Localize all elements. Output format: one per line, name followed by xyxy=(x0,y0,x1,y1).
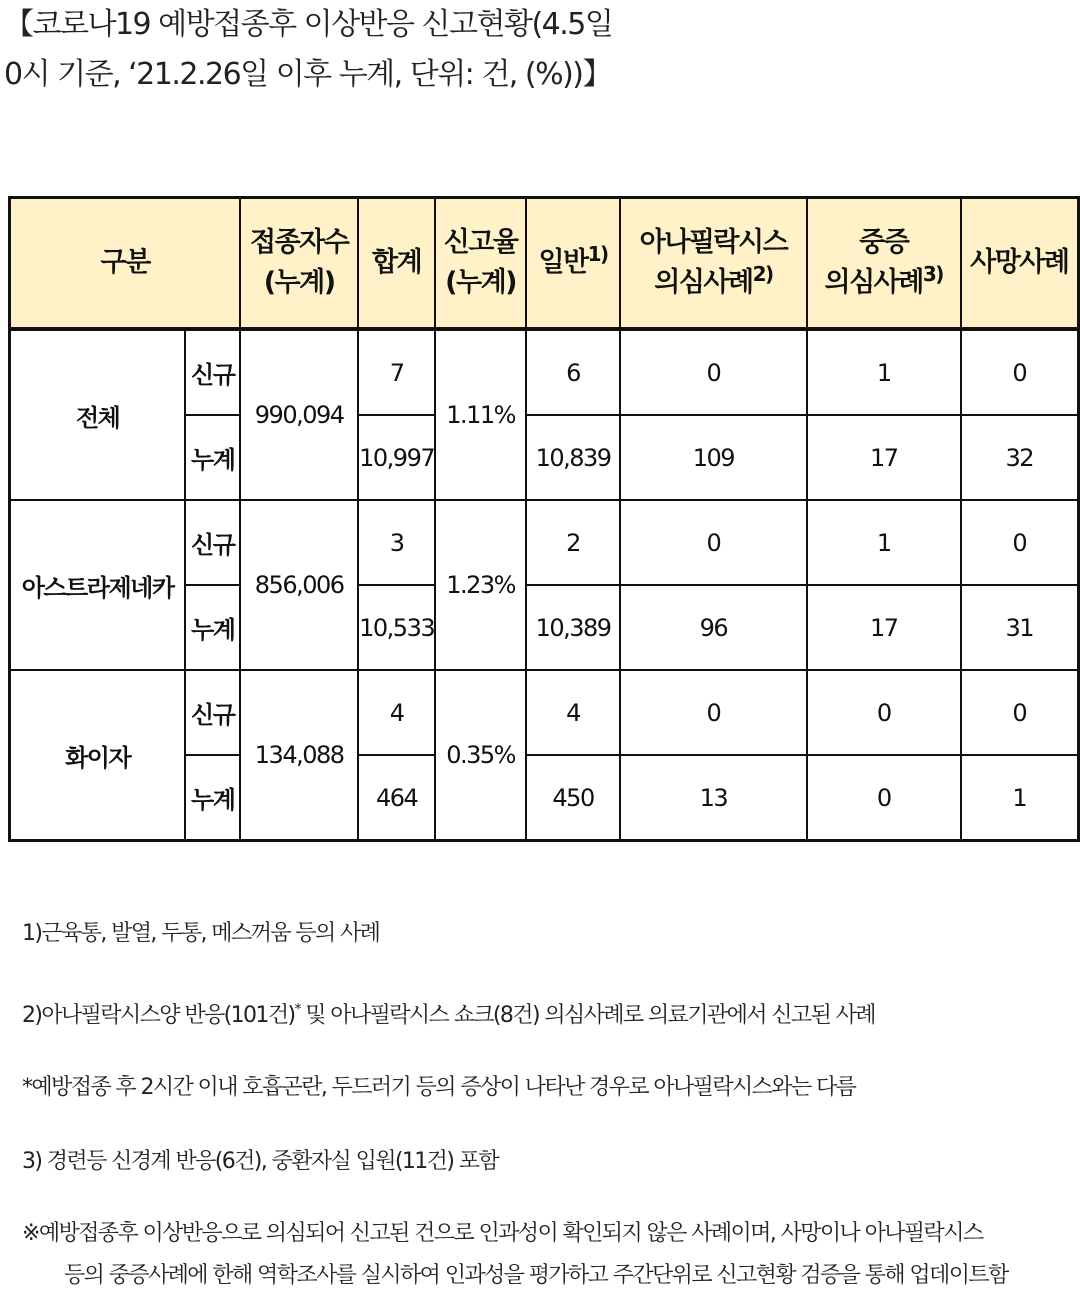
title-line-1: 【코로나19 예방접종후 이상반응 신고현황(4.5일 xyxy=(4,7,613,42)
anaphylaxis-cell: 96 xyxy=(620,585,807,670)
vaccinated-count: 856,006 xyxy=(240,500,358,670)
row-label: 누계 xyxy=(185,755,240,841)
general-cell: 10,839 xyxy=(526,415,620,500)
total-cell: 10,533 xyxy=(358,585,435,670)
vaccinated-count: 134,088 xyxy=(240,670,358,841)
death-cell: 31 xyxy=(961,585,1079,670)
header-anaphylaxis: 아나필락시스 의심사례$^{2)}$ xyxy=(620,198,807,330)
report-rate: 1.11% xyxy=(435,329,526,500)
group-name: 전체 xyxy=(10,329,186,500)
header-rate: 신고율 (누계) xyxy=(435,198,526,330)
death-cell: 0 xyxy=(961,500,1079,585)
header-vaccinated: 접종자수 (누계) xyxy=(240,198,358,330)
disclaimer-line-1: ※예방접종후 이상반응으로 의심되어 신고된 건으로 인과성이 확인되지 않은 사례이며, 사망이나 아나필락시스 xyxy=(22,1221,983,1246)
header-general: 일반$^{1)}$ xyxy=(526,198,620,330)
anaphylaxis-cell: 0 xyxy=(620,670,807,755)
group-name: 화이자 xyxy=(10,670,186,841)
header-severe: 중증 의심사례$^{3)}$ xyxy=(807,198,961,330)
general-cell: 4 xyxy=(526,670,620,755)
group-name: 아스트라제네카 xyxy=(10,500,186,670)
severe-cell: 17 xyxy=(807,415,961,500)
table-row xyxy=(10,670,1079,755)
anaphylaxis-cell: 0 xyxy=(620,500,807,585)
page-title xyxy=(4,0,724,100)
death-cell: 0 xyxy=(961,329,1079,415)
death-cell: 32 xyxy=(961,415,1079,500)
disclaimer-line-2: 등의 중증사례에 한해 역학조사를 실시하여 인과성을 평가하고 주간단위로 신고현황 검증을 통해 업데이트함 xyxy=(64,1263,1008,1288)
death-cell: 1 xyxy=(961,755,1079,841)
severe-cell: 1 xyxy=(807,500,961,585)
table-row xyxy=(10,500,1079,585)
footnote-2: 2)아나필락시스양 반응(101건)* 및 아나필락시스 쇼크(8건) 의심사례로 의료기관에서 신고된 사례 xyxy=(22,1001,875,1028)
adverse-reaction-table xyxy=(8,196,1080,842)
total-cell: 10,997 xyxy=(358,415,435,500)
report-rate: 0.35% xyxy=(435,670,526,841)
total-cell: 464 xyxy=(358,755,435,841)
anaphylaxis-cell: 0 xyxy=(620,329,807,415)
row-label: 누계 xyxy=(185,585,240,670)
vaccinated-count: 990,094 xyxy=(240,329,358,500)
general-cell: 2 xyxy=(526,500,620,585)
row-label: 신규 xyxy=(185,500,240,585)
severe-cell: 17 xyxy=(807,585,961,670)
table-row xyxy=(10,329,1079,415)
general-cell: 450 xyxy=(526,755,620,841)
general-cell: 10,389 xyxy=(526,585,620,670)
row-label: 신규 xyxy=(185,670,240,755)
total-cell: 3 xyxy=(358,500,435,585)
header-total: 합계 xyxy=(358,198,435,330)
header-category: 구분 xyxy=(10,198,241,330)
footnote-asterisk: *예방접종 후 2시간 이내 호흡곤란, 두드러기 등의 증상이 나타난 경우로 아나필락시스와는 다름 xyxy=(22,1075,856,1100)
general-cell: 6 xyxy=(526,329,620,415)
row-label: 신규 xyxy=(185,329,240,415)
header-death: 사망사례 xyxy=(961,198,1079,330)
total-cell: 4 xyxy=(358,670,435,755)
severe-cell: 1 xyxy=(807,329,961,415)
death-cell: 0 xyxy=(961,670,1079,755)
asterisk-mark: * xyxy=(294,1001,300,1018)
total-cell: 7 xyxy=(358,329,435,415)
report-rate: 1.23% xyxy=(435,500,526,670)
footnote-1: 1)근육통, 발열, 두통, 메스꺼움 등의 사례 xyxy=(22,921,380,946)
anaphylaxis-cell: 13 xyxy=(620,755,807,841)
severe-cell: 0 xyxy=(807,755,961,841)
title-line-2: 0시 기준, ‘21.2.26일 이후 누계, 단위: 건, (%))】 xyxy=(4,57,611,92)
footnote-3: 3) 경련등 신경계 반응(6건), 중환자실 입원(11건) 포함 xyxy=(22,1149,498,1174)
severe-cell: 0 xyxy=(807,670,961,755)
header-row xyxy=(10,198,1079,330)
row-label: 누계 xyxy=(185,415,240,500)
anaphylaxis-cell: 109 xyxy=(620,415,807,500)
